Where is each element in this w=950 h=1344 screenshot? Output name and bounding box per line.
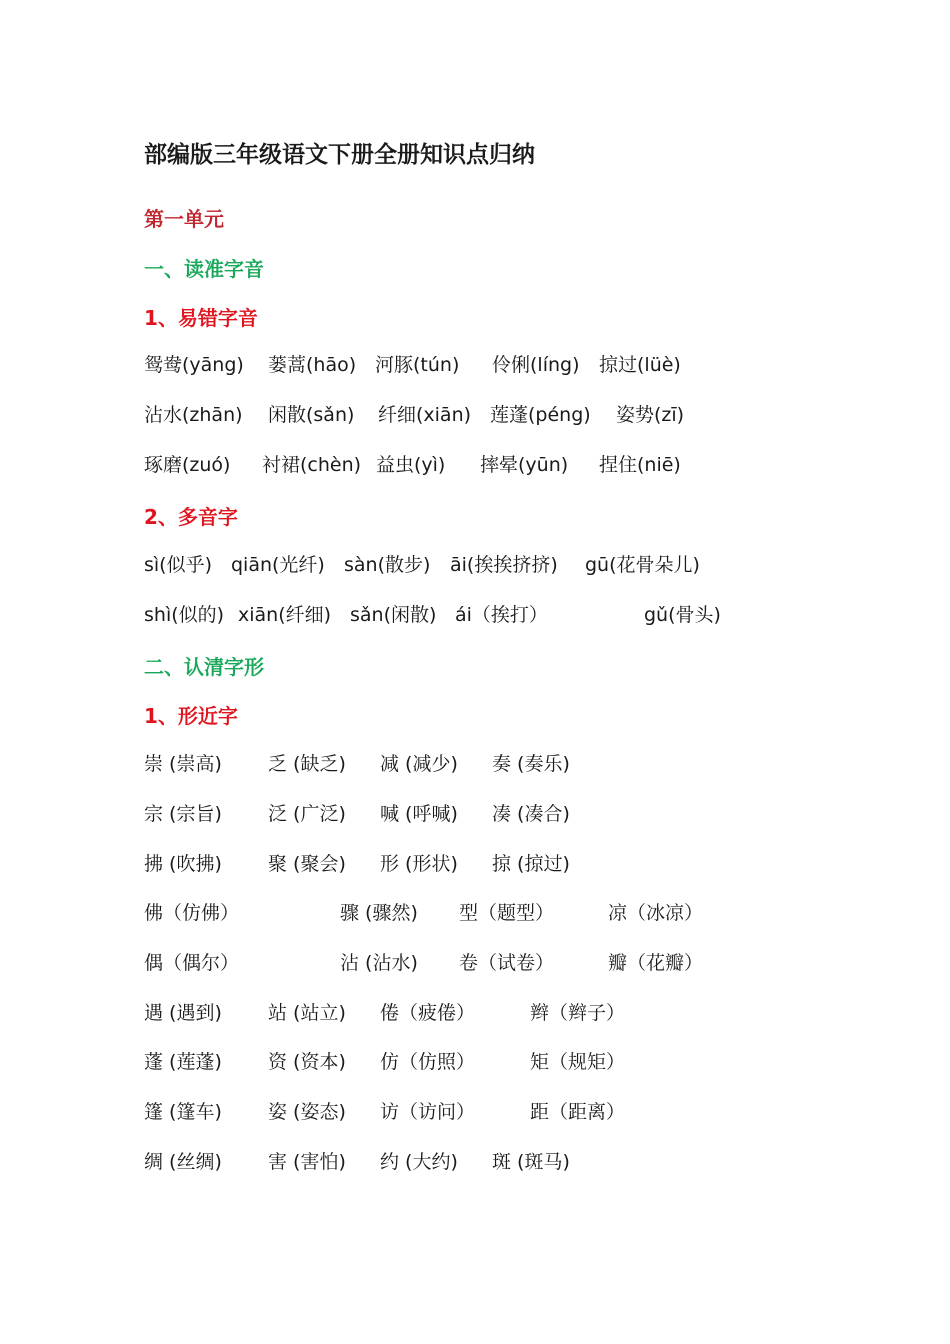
character-item: 姿 (姿态) xyxy=(268,1101,346,1123)
character-item: 距（距离） xyxy=(530,1101,626,1123)
character-item: 站 (站立) xyxy=(268,1002,346,1024)
word-pinyin: 闲散(sǎn) xyxy=(268,404,355,426)
word-pinyin: 伶俐(líng) xyxy=(492,354,580,376)
character-item: 骤 (骤然) xyxy=(340,902,418,924)
character-item: 喊 (呼喊) xyxy=(380,803,458,825)
polyphonic-item: xiān(纤细) xyxy=(238,604,332,626)
character-item: 拂 (吹拂) xyxy=(144,853,222,875)
character-item: 倦（疲倦） xyxy=(380,1002,476,1024)
character-item: 资 (资本) xyxy=(268,1051,346,1073)
character-item: 访（访问） xyxy=(380,1101,476,1123)
character-item: 篷 (篷车) xyxy=(144,1101,222,1123)
section-heading-pronunciation: 一、读准字音 xyxy=(144,257,264,281)
character-item: 斑 (斑马) xyxy=(492,1151,570,1173)
word-pinyin: 莲蓬(péng) xyxy=(490,404,591,426)
polyphonic-item: gū(花骨朵儿) xyxy=(585,554,700,576)
word-pinyin: 掠过(lüè) xyxy=(599,354,681,376)
character-item: 卷（试卷） xyxy=(459,952,555,974)
word-pinyin: 姿势(zī) xyxy=(616,404,685,426)
character-item: 瓣（花瓣） xyxy=(608,952,704,974)
character-item: 泛 (广泛) xyxy=(268,803,346,825)
section-heading-character-forms: 二、认清字形 xyxy=(144,655,264,679)
word-pinyin: 益虫(yì) xyxy=(376,454,446,476)
character-item: 聚 (聚会) xyxy=(268,853,346,875)
polyphonic-item: shì(似的) xyxy=(144,604,225,626)
character-item: 掠 (掠过) xyxy=(492,853,570,875)
character-item: 辫（辫子） xyxy=(530,1002,626,1024)
subheading-tricky-pronunciation: 1、易错字音 xyxy=(144,306,258,330)
character-item: 型（题型） xyxy=(459,902,555,924)
character-item: 绸 (丝绸) xyxy=(144,1151,222,1173)
character-item: 蓬 (莲蓬) xyxy=(144,1051,222,1073)
character-item: 奏 (奏乐) xyxy=(492,753,570,775)
page-title: 部编版三年级语文下册全册知识点归纳 xyxy=(144,142,535,168)
polyphonic-item: sì(似乎) xyxy=(144,554,213,576)
word-pinyin: 蒌蒿(hāo) xyxy=(268,354,357,376)
word-pinyin: 纤细(xiān) xyxy=(378,404,472,426)
word-pinyin: 衬裙(chèn) xyxy=(262,454,362,476)
unit-heading: 第一单元 xyxy=(144,207,224,231)
character-item: 沾 (沾水) xyxy=(340,952,418,974)
subheading-similar-characters: 1、形近字 xyxy=(144,704,238,728)
character-item: 宗 (宗旨) xyxy=(144,803,222,825)
polyphonic-item: sàn(散步) xyxy=(344,554,431,576)
character-item: 崇 (崇高) xyxy=(144,753,222,775)
polyphonic-item: sǎn(闲散) xyxy=(350,604,437,626)
polyphonic-item: gǔ(骨头) xyxy=(644,604,721,626)
character-item: 形 (形状) xyxy=(380,853,458,875)
word-pinyin: 捏住(niē) xyxy=(599,454,681,476)
character-item: 佛（仿佛） xyxy=(144,902,240,924)
character-item: 偶（偶尔） xyxy=(144,952,240,974)
word-pinyin: 沾水(zhān) xyxy=(144,404,243,426)
character-item: 害 (害怕) xyxy=(268,1151,346,1173)
polyphonic-item: ái（挨打） xyxy=(455,604,548,626)
character-item: 减 (减少) xyxy=(380,753,458,775)
character-item: 乏 (缺乏) xyxy=(268,753,346,775)
character-item: 遇 (遇到) xyxy=(144,1002,222,1024)
character-item: 矩（规矩） xyxy=(530,1051,626,1073)
polyphonic-item: qiān(光纤) xyxy=(231,554,325,576)
word-pinyin: 河豚(tún) xyxy=(375,354,460,376)
subheading-polyphonic: 2、多音字 xyxy=(144,505,238,529)
word-pinyin: 琢磨(zuó) xyxy=(144,454,231,476)
character-item: 仿（仿照） xyxy=(380,1051,476,1073)
character-item: 凉（冰凉） xyxy=(608,902,704,924)
character-item: 约 (大约) xyxy=(380,1151,458,1173)
character-item: 凑 (凑合) xyxy=(492,803,570,825)
word-pinyin: 摔晕(yūn) xyxy=(480,454,569,476)
polyphonic-item: āi(挨挨挤挤) xyxy=(450,554,558,576)
word-pinyin: 鸳鸯(yāng) xyxy=(144,354,244,376)
